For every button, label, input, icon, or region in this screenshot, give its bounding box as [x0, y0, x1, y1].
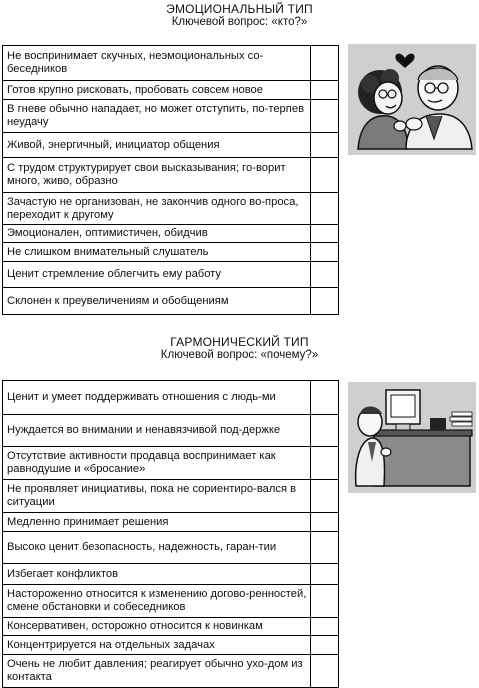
check-cell[interactable] [311, 585, 339, 618]
trait-text: Эмоционален, оптимистичен, обидчив [3, 225, 311, 243]
trait-text: Ценит и умеет поддерживать отношения с людь-ми [3, 381, 311, 415]
trait-text: Не слишком внимательный слушатель [3, 243, 311, 262]
trait-text: Не проявляет инициативы, пока не сориентиро-вался в ситуации [3, 480, 311, 513]
trait-text: Склонен к преувеличениям и обобщениям [3, 288, 311, 315]
illustration-computer [348, 382, 476, 493]
check-cell[interactable] [311, 46, 339, 81]
check-cell[interactable] [311, 513, 339, 532]
trait-text: Высоко ценит безопасность, надежность, гаран-тии [3, 532, 311, 564]
checklist-table [2, 45, 339, 315]
check-cell[interactable] [311, 618, 339, 636]
trait-text: Медленно принимает решения [3, 513, 311, 532]
section-subtitle: Ключевой вопрос: «кто?» [171, 16, 308, 28]
check-cell[interactable] [311, 243, 339, 262]
trait-text: Консервативен, осторожно относится к новинкам [3, 618, 311, 636]
trait-text: Нуждается во внимании и ненавязчивой под-держке [3, 415, 311, 447]
trait-text: Зачастую не организован, не закончив одного во-проса, переходит к другому [3, 193, 311, 225]
check-cell[interactable] [311, 381, 339, 415]
check-cell[interactable] [311, 447, 339, 480]
computer-desk-icon [348, 382, 476, 493]
check-cell[interactable] [311, 225, 339, 243]
trait-text: Готов крупно рисковать, пробовать совсем новое [3, 81, 311, 100]
trait-text: Ценит стремление облегчить ему работу [3, 262, 311, 288]
check-cell[interactable] [311, 564, 339, 585]
trait-text: Концентрируется на отдельных задачах [3, 636, 311, 655]
section-title: ЭМОЦИОНАЛЬНЫЙ ТИП [166, 2, 313, 16]
couple-illustration-icon [348, 44, 476, 155]
check-cell[interactable] [311, 415, 339, 447]
check-cell[interactable] [311, 158, 339, 193]
check-cell[interactable] [311, 133, 339, 158]
trait-text: Живой, энергичный, инициатор общения [3, 133, 311, 158]
trait-text: Настороженно относится к изменению догово-ренностей, смене обстановки и собеседников [3, 585, 311, 618]
check-cell[interactable] [311, 480, 339, 513]
check-cell[interactable] [311, 193, 339, 225]
trait-text: В гневе обычно нападает, но может отступить, по-терпев неудачу [3, 100, 311, 133]
trait-text: Отсутствие активности продавца воспринимает как равнодушие и «бросание» [3, 447, 311, 480]
trait-text: С трудом структурирует свои высказывания; го-ворит много, живо, образно [3, 158, 311, 193]
trait-text: Избегает конфликтов [3, 564, 311, 585]
check-cell[interactable] [311, 100, 339, 133]
check-cell[interactable] [311, 288, 339, 315]
illustration-couple [348, 44, 476, 155]
trait-text: Очень не любит давления; реагирует обычно ухо-дом из контакта [3, 655, 311, 688]
check-cell[interactable] [311, 636, 339, 655]
trait-text: Не воспринимает скучных, неэмоциональных со-беседников [3, 46, 311, 81]
check-cell[interactable] [311, 532, 339, 564]
check-cell[interactable] [311, 262, 339, 288]
checklist-table [2, 380, 339, 688]
section-title: ГАРМОНИЧЕСКИЙ ТИП [170, 335, 309, 349]
check-cell[interactable] [311, 81, 339, 100]
section-subtitle: Ключевой вопрос: «почему?» [160, 349, 319, 361]
